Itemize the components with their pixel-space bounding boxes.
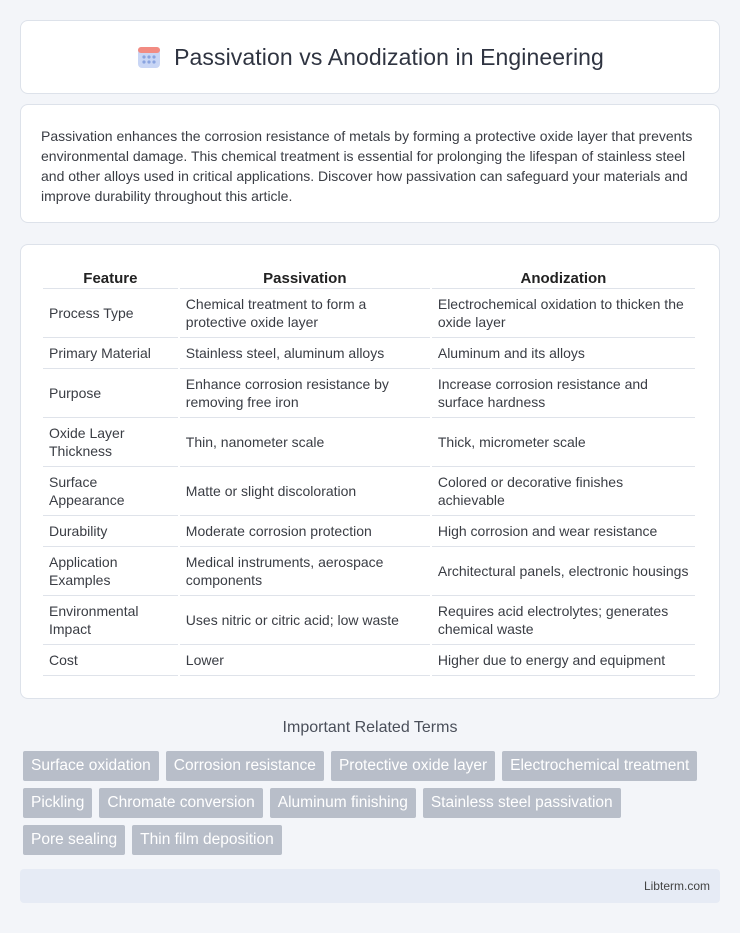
tag-row	[23, 751, 723, 781]
table-row	[43, 338, 695, 369]
cell-anodization: Colored or decorative finishes achievable	[432, 467, 695, 516]
tag-pore-sealing[interactable]: Pore sealing	[23, 825, 125, 855]
tag-stainless-steel-passivation[interactable]: Stainless steel passivation	[423, 788, 621, 818]
table-row	[43, 289, 695, 338]
cell-anodization: Higher due to energy and equipment	[432, 645, 695, 676]
cell-passivation: Matte or slight discoloration	[180, 467, 430, 516]
cell-anodization: High corrosion and wear resistance	[432, 516, 695, 547]
title-row	[136, 44, 604, 71]
cell-passivation: Stainless steel, aluminum alloys	[180, 338, 430, 369]
cell-anodization: Architectural panels, electronic housings	[432, 547, 695, 596]
header-feature: Feature	[43, 264, 178, 289]
table-row	[43, 547, 695, 596]
cell-anodization: Increase corrosion resistance and surface hardness	[432, 369, 695, 418]
table-row	[43, 645, 695, 676]
tag-electrochemical-treatment[interactable]: Electrochemical treatment	[502, 751, 697, 781]
cell-feature: Environmental Impact	[43, 596, 178, 645]
cell-passivation: Enhance corrosion resistance by removing free iron	[180, 369, 430, 418]
table-row	[43, 418, 695, 467]
tag-aluminum-finishing[interactable]: Aluminum finishing	[270, 788, 416, 818]
cell-anodization: Thick, micrometer scale	[432, 418, 695, 467]
tag-corrosion-resistance[interactable]: Corrosion resistance	[166, 751, 324, 781]
tag-surface-oxidation[interactable]: Surface oxidation	[23, 751, 159, 781]
footer-site-link[interactable]: Libterm.com	[643, 879, 710, 893]
table-row	[43, 516, 695, 547]
cell-feature: Cost	[43, 645, 178, 676]
tag-row	[23, 788, 723, 818]
cell-passivation: Chemical treatment to form a protective oxide layer	[180, 289, 430, 338]
cell-anodization: Electrochemical oxidation to thicken the oxide layer	[432, 289, 695, 338]
cell-anodization: Aluminum and its alloys	[432, 338, 695, 369]
tag-row	[23, 825, 723, 855]
cell-feature: Oxide Layer Thickness	[43, 418, 178, 467]
intro-card	[20, 104, 720, 223]
intro-text: Passivation enhances the corrosion resistance of metals by forming a protective oxide layer that prevents environmental damage. This chemical treatment is essential for prolonging the lifespan of stainless steel and other alloys used in critical applications. Discover how passivation can safeguard your materials and improve durability throughout this article.	[41, 128, 693, 204]
table-row	[43, 467, 695, 516]
cell-anodization: Requires acid electrolytes; generates chemical waste	[432, 596, 695, 645]
cell-passivation: Moderate corrosion protection	[180, 516, 430, 547]
cell-feature: Purpose	[43, 369, 178, 418]
related-terms-tags	[23, 751, 723, 862]
page-title: Passivation vs Anodization in Engineering	[174, 43, 604, 70]
cell-feature: Application Examples	[43, 547, 178, 596]
header-card	[20, 20, 720, 94]
header-passivation: Passivation	[180, 264, 430, 289]
comparison-table	[41, 264, 697, 676]
related-terms-title: Important Related Terms	[282, 719, 458, 736]
cell-passivation: Lower	[180, 645, 430, 676]
table-row	[43, 369, 695, 418]
cell-feature: Primary Material	[43, 338, 178, 369]
cell-feature: Surface Appearance	[43, 467, 178, 516]
cell-feature: Process Type	[43, 289, 178, 338]
table-row	[43, 596, 695, 645]
comparison-table-card	[20, 244, 720, 699]
cell-passivation: Uses nitric or citric acid; low waste	[180, 596, 430, 645]
table-header-row	[43, 264, 695, 289]
calendar-grid-icon	[136, 44, 162, 70]
tag-thin-film-deposition[interactable]: Thin film deposition	[132, 825, 282, 855]
tag-protective-oxide-layer[interactable]: Protective oxide layer	[331, 751, 495, 781]
footer	[20, 869, 720, 903]
cell-passivation: Medical instruments, aerospace components	[180, 547, 430, 596]
cell-feature: Durability	[43, 516, 178, 547]
cell-passivation: Thin, nanometer scale	[180, 418, 430, 467]
tag-chromate-conversion[interactable]: Chromate conversion	[99, 788, 262, 818]
tag-pickling[interactable]: Pickling	[23, 788, 92, 818]
header-anodization: Anodization	[432, 264, 695, 289]
